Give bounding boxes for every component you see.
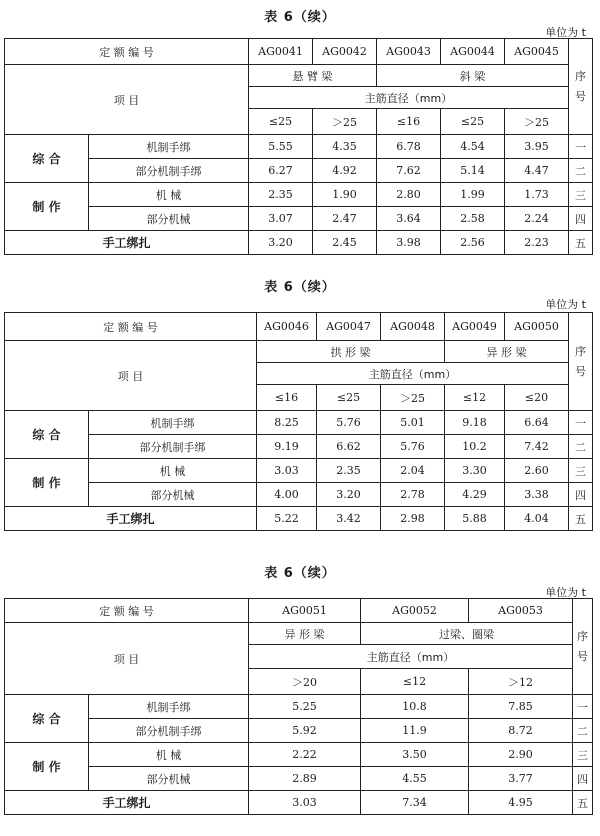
quota-value: 2.98 <box>381 507 445 531</box>
quota-value: 3.77 <box>469 767 573 791</box>
group-label: 综 合 <box>5 411 89 459</box>
quota-value: 4.55 <box>361 767 469 791</box>
diameter-value: ＞25 <box>381 385 445 411</box>
seq-number: 五 <box>569 507 593 531</box>
diameter-value: ≤25 <box>249 109 313 135</box>
quota-value: 2.04 <box>381 459 445 483</box>
table-row <box>5 483 593 507</box>
quota-value: 3.38 <box>505 483 569 507</box>
quota-table <box>4 598 593 815</box>
quota-value: 2.45 <box>313 231 377 255</box>
seq-header-text: 序号 <box>577 629 588 663</box>
quota-value: 3.20 <box>249 231 313 255</box>
quota-value: 3.50 <box>361 743 469 767</box>
quota-value: 10.8 <box>361 695 469 719</box>
quota-value: 2.24 <box>505 207 569 231</box>
table-row <box>5 459 593 483</box>
row-label: 手工绑扎 <box>5 231 249 255</box>
quota-value: 2.23 <box>505 231 569 255</box>
quota-code: AG0046 <box>257 313 317 341</box>
seq-number: 三 <box>569 183 593 207</box>
quota-value: 3.03 <box>249 791 361 815</box>
quota-value: 6.27 <box>249 159 313 183</box>
diameter-label: 主筋直径（mm） <box>249 645 573 669</box>
quota-value: 3.20 <box>317 483 381 507</box>
diameter-value: ≤12 <box>361 669 469 695</box>
quota-value: 8.72 <box>469 719 573 743</box>
seq-number: 五 <box>573 791 593 815</box>
table-row <box>5 65 593 87</box>
seq-number: 五 <box>569 231 593 255</box>
quota-value: 2.35 <box>317 459 381 483</box>
diameter-value: ＞12 <box>469 669 573 695</box>
quota-value: 11.9 <box>361 719 469 743</box>
quota-value: 4.92 <box>313 159 377 183</box>
quota-value: 3.98 <box>377 231 441 255</box>
quota-value: 5.92 <box>249 719 361 743</box>
quota-value: 9.19 <box>257 435 317 459</box>
row-label: 机制手绑 <box>89 695 249 719</box>
quota-code: AG0044 <box>441 39 505 65</box>
quota-value: 7.62 <box>377 159 441 183</box>
table-row <box>5 623 593 645</box>
quota-code: AG0053 <box>469 599 573 623</box>
quota-value: 4.35 <box>313 135 377 159</box>
item-header: 项 目 <box>5 623 249 695</box>
diameter-label: 主筋直径（mm） <box>257 363 569 385</box>
seq-number: 二 <box>569 435 593 459</box>
table-row <box>5 791 593 815</box>
quota-value: 4.47 <box>505 159 569 183</box>
seq-header <box>569 313 593 411</box>
diameter-value: ≤20 <box>505 385 569 411</box>
table-caption: 表 6（续） <box>264 566 336 581</box>
quota-code-header: 定 额 编 号 <box>5 39 249 65</box>
table-caption: 表 6（续） <box>264 280 336 295</box>
quota-value: 3.03 <box>257 459 317 483</box>
quota-value: 2.78 <box>381 483 445 507</box>
quota-value: 5.76 <box>317 411 381 435</box>
table-row <box>5 435 593 459</box>
unit-label: 单位为 t <box>545 298 586 311</box>
unit-label: 单位为 t <box>545 26 586 39</box>
seq-number: 一 <box>569 135 593 159</box>
table-row <box>5 767 593 791</box>
table-row <box>5 507 593 531</box>
row-label: 部分机械 <box>89 767 249 791</box>
group-label: 制 作 <box>5 743 89 791</box>
quota-value: 3.64 <box>377 207 441 231</box>
item-header: 项 目 <box>5 341 257 411</box>
quota-value: 4.04 <box>505 507 569 531</box>
quota-code: AG0052 <box>361 599 469 623</box>
seq-header <box>569 39 593 135</box>
diameter-value: ≤16 <box>257 385 317 411</box>
quota-value: 6.64 <box>505 411 569 435</box>
quota-value: 9.18 <box>445 411 505 435</box>
quota-value: 7.34 <box>361 791 469 815</box>
quota-value: 8.25 <box>257 411 317 435</box>
quota-value: 3.07 <box>249 207 313 231</box>
group-label: 制 作 <box>5 183 89 231</box>
quota-value: 2.60 <box>505 459 569 483</box>
quota-code-header: 定 额 编 号 <box>5 599 249 623</box>
category-label: 异 形 梁 <box>445 341 569 363</box>
diameter-label: 主筋直径（mm） <box>249 87 569 109</box>
quota-value: 2.80 <box>377 183 441 207</box>
quota-value: 2.47 <box>313 207 377 231</box>
quota-value: 5.88 <box>445 507 505 531</box>
seq-number: 四 <box>573 767 593 791</box>
row-label: 机 械 <box>89 459 257 483</box>
quota-code: AG0041 <box>249 39 313 65</box>
quota-code: AG0048 <box>381 313 445 341</box>
quota-code: AG0042 <box>313 39 377 65</box>
diameter-value: ＞25 <box>505 109 569 135</box>
quota-value: 5.01 <box>381 411 445 435</box>
quota-code: AG0050 <box>505 313 569 341</box>
quota-value: 7.85 <box>469 695 573 719</box>
diameter-value: ≤25 <box>441 109 505 135</box>
table-row <box>5 695 593 719</box>
quota-value: 2.22 <box>249 743 361 767</box>
row-label: 机制手绑 <box>89 411 257 435</box>
row-label: 部分机械 <box>89 483 257 507</box>
table-row <box>5 411 593 435</box>
quota-value: 4.29 <box>445 483 505 507</box>
seq-header <box>573 599 593 695</box>
quota-value: 4.54 <box>441 135 505 159</box>
quota-value: 3.42 <box>317 507 381 531</box>
table-row <box>5 135 593 159</box>
quota-value: 2.35 <box>249 183 313 207</box>
seq-header-text: 序号 <box>575 69 586 103</box>
quota-value: 2.90 <box>469 743 573 767</box>
category-label: 斜 梁 <box>377 65 569 87</box>
diameter-value: ≤25 <box>317 385 381 411</box>
row-label: 手工绑扎 <box>5 507 257 531</box>
table-row <box>5 719 593 743</box>
quota-code-header: 定 额 编 号 <box>5 313 257 341</box>
category-label: 悬 臂 梁 <box>249 65 377 87</box>
quota-table <box>4 38 593 255</box>
table-row <box>5 231 593 255</box>
row-label: 部分机械 <box>89 207 249 231</box>
quota-value: 5.14 <box>441 159 505 183</box>
seq-number: 三 <box>573 743 593 767</box>
table-row <box>5 207 593 231</box>
diameter-value: ＞20 <box>249 669 361 695</box>
row-label: 部分机制手绑 <box>89 435 257 459</box>
quota-value: 5.22 <box>257 507 317 531</box>
quota-code: AG0047 <box>317 313 381 341</box>
seq-number: 二 <box>573 719 593 743</box>
seq-number: 三 <box>569 459 593 483</box>
table-row <box>5 341 593 363</box>
quota-value: 2.58 <box>441 207 505 231</box>
quota-code: AG0051 <box>249 599 361 623</box>
seq-header-text: 序号 <box>575 344 586 378</box>
table-row <box>5 599 593 623</box>
quota-value: 7.42 <box>505 435 569 459</box>
row-label: 机 械 <box>89 183 249 207</box>
table-row <box>5 159 593 183</box>
quota-value: 5.25 <box>249 695 361 719</box>
row-label: 部分机制手绑 <box>89 719 249 743</box>
table-row <box>5 39 593 65</box>
table-row <box>5 313 593 341</box>
quota-value: 2.56 <box>441 231 505 255</box>
diameter-value: ≤16 <box>377 109 441 135</box>
quota-value: 5.55 <box>249 135 313 159</box>
row-label: 部分机制手绑 <box>89 159 249 183</box>
quota-value: 6.78 <box>377 135 441 159</box>
seq-number: 二 <box>569 159 593 183</box>
diameter-value: ＞25 <box>313 109 377 135</box>
unit-label: 单位为 t <box>545 586 586 599</box>
seq-number: 四 <box>569 483 593 507</box>
diameter-value: ≤12 <box>445 385 505 411</box>
seq-number: 一 <box>569 411 593 435</box>
quota-code: AG0045 <box>505 39 569 65</box>
seq-number: 一 <box>573 695 593 719</box>
quota-value: 1.73 <box>505 183 569 207</box>
group-label: 制 作 <box>5 459 89 507</box>
quota-value: 10.2 <box>445 435 505 459</box>
quota-code: AG0049 <box>445 313 505 341</box>
category-label: 过梁、圈梁 <box>361 623 573 645</box>
table-row <box>5 183 593 207</box>
quota-value: 3.95 <box>505 135 569 159</box>
quota-table <box>4 312 593 531</box>
quota-value: 3.30 <box>445 459 505 483</box>
quota-code: AG0043 <box>377 39 441 65</box>
group-label: 综 合 <box>5 135 89 183</box>
table-row <box>5 743 593 767</box>
quota-value: 1.99 <box>441 183 505 207</box>
quota-value: 5.76 <box>381 435 445 459</box>
item-header: 项 目 <box>5 65 249 135</box>
row-label: 机 械 <box>89 743 249 767</box>
quota-value: 4.00 <box>257 483 317 507</box>
category-label: 拱 形 梁 <box>257 341 445 363</box>
table-caption: 表 6（续） <box>264 10 336 25</box>
category-label: 异 形 梁 <box>249 623 361 645</box>
group-label: 综 合 <box>5 695 89 743</box>
seq-number: 四 <box>569 207 593 231</box>
quota-value: 4.95 <box>469 791 573 815</box>
quota-value: 1.90 <box>313 183 377 207</box>
row-label: 机制手绑 <box>89 135 249 159</box>
row-label: 手工绑扎 <box>5 791 249 815</box>
quota-value: 6.62 <box>317 435 381 459</box>
quota-value: 2.89 <box>249 767 361 791</box>
